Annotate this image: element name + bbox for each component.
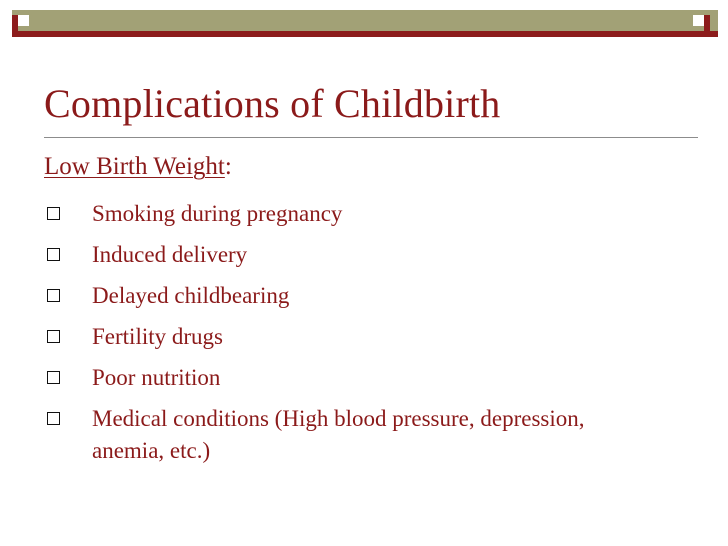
bullet-item [44,321,684,353]
header-right-square [693,15,704,26]
header-olive-bar [12,10,718,31]
square-bullet-icon [47,412,60,425]
slide-title: Complications of Childbirth [44,81,501,126]
bullet-text: Smoking during pregnancy [92,201,343,226]
bullet-item [44,239,684,271]
bullet-text: Medical conditions (High blood pressure, depression, anemia, etc.) [92,406,585,463]
bullet-item [44,280,684,312]
bullet-item [44,403,592,467]
subheading-colon: : [224,153,232,180]
header-red-bar [12,31,718,37]
bullet-text: Induced delivery [92,242,248,267]
square-bullet-icon [47,330,60,343]
square-bullet-icon [47,371,60,384]
header-left-square [18,15,29,26]
bullet-item [44,362,684,394]
bullet-list [44,198,684,476]
square-bullet-icon [47,289,60,302]
bullet-item [44,198,684,230]
title-underline-rule [44,137,698,138]
square-bullet-icon [47,207,60,220]
subheading-label: Low Birth Weight [44,153,225,180]
bullet-text: Fertility drugs [92,324,223,349]
subheading [44,151,232,183]
header-right-nub [704,15,710,31]
bullet-text: Delayed childbearing [92,283,290,308]
square-bullet-icon [47,248,60,261]
bullet-text: Poor nutrition [92,365,221,390]
